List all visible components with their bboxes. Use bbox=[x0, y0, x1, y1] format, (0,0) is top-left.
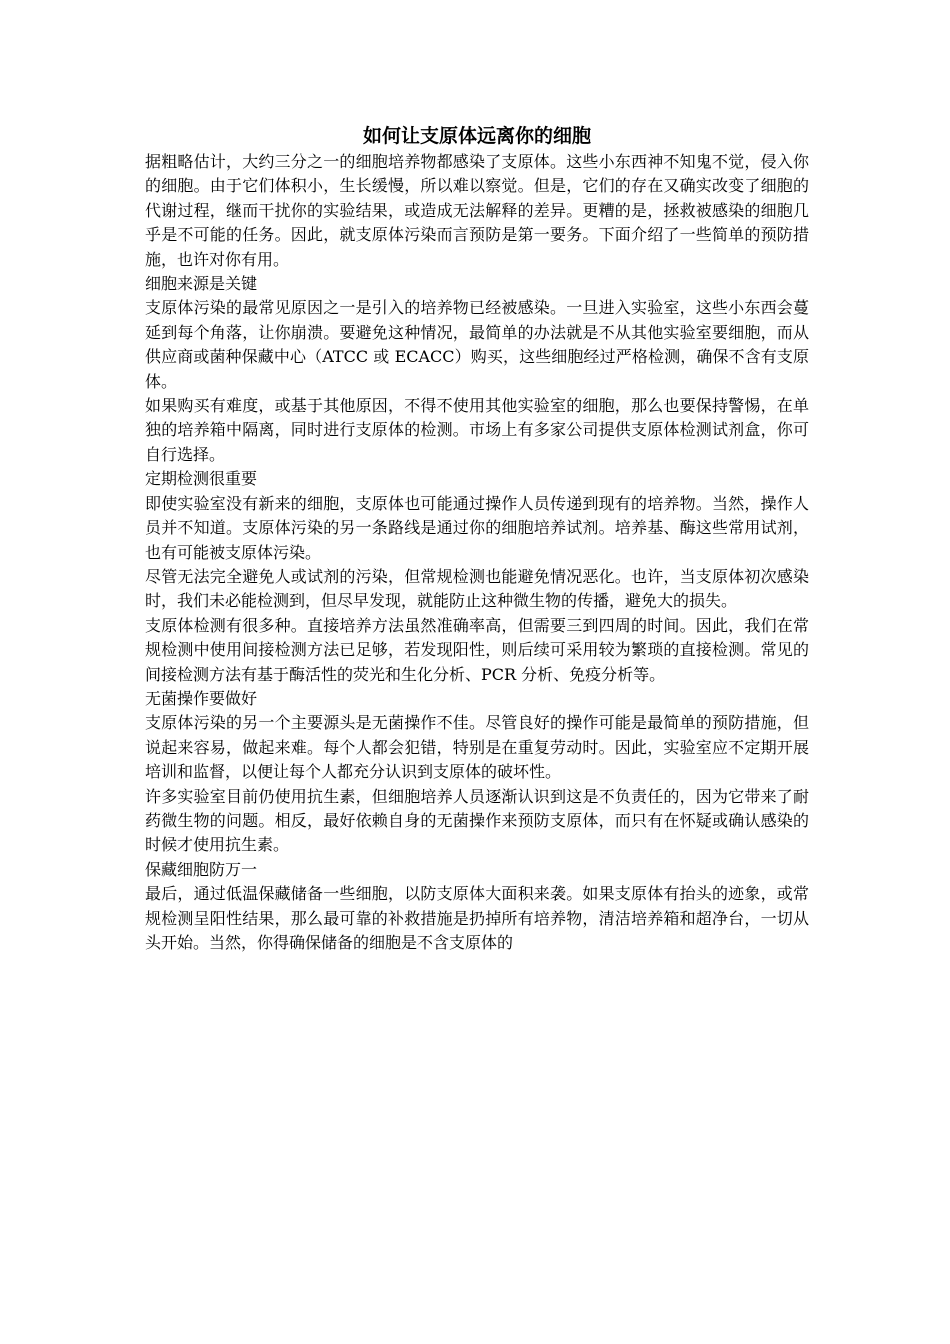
paragraph-cell-source-1: 支原体污染的最常见原因之一是引入的培养物已经被感染。一旦进入实验室，这些小东西会蔓延到每个角落，让你崩溃。要避免这种情况，最简单的办法就是不从其他实验室要细胞，而从供应商或菌种保藏中心（ATCC 或 ECACC）购买，这些细胞经过严格检测，确保不含有支原体。 bbox=[145, 298, 809, 391]
document-page bbox=[145, 122, 809, 955]
document-body bbox=[145, 150, 809, 955]
paragraph-aseptic-1: 支原体污染的另一个主要源头是无菌操作不佳。尽管良好的操作可能是最简单的预防措施，但说起来容易，做起来难。每个人都会犯错，特别是在重复劳动时。因此，实验室应不定期开展培训和监督，以便让每个人都充分认识到支原体的破坏性。 bbox=[145, 713, 809, 782]
section-heading-preservation: 保藏细胞防万一 bbox=[145, 859, 258, 879]
paragraph-regular-testing-1: 即使实验室没有新来的细胞，支原体也可能通过操作人员传递到现有的培养物。当然，操作人员并不知道。支原体污染的另一条路线是通过你的细胞培养试剂。培养基、酶这些常用试剂，也有可能被支原体污染。 bbox=[145, 493, 809, 562]
paragraph-regular-testing-2: 尽管无法完全避免人或试剂的污染，但常规检测也能避免情况恶化。也许，当支原体初次感染时，我们未必能检测到，但尽早发现，就能防止这种微生物的传播，避免大的损失。 bbox=[145, 566, 809, 611]
paragraph-aseptic-2: 许多实验室目前仍使用抗生素，但细胞培养人员逐渐认识到这是不负责任的，因为它带来了耐药微生物的问题。相反，最好依赖自身的无菌操作来预防支原体，而只有在怀疑或确认感染的时候才使用抗生素。 bbox=[145, 786, 809, 855]
intro-paragraph: 据粗略估计，大约三分之一的细胞培养物都感染了支原体。这些小东西神不知鬼不觉，侵入你的细胞。由于它们体积小，生长缓慢，所以难以察觉。但是，它们的存在又确实改变了细胞的代谢过程，继而干扰你的实验结果，或造成无法解释的差异。更糟的是，拯救被感染的细胞几乎是不可能的任务。因此，就支原体污染而言预防是第一要务。下面介绍了一些简单的预防措施，也许对你有用。 bbox=[145, 152, 809, 269]
section-heading-aseptic: 无菌操作要做好 bbox=[145, 688, 258, 708]
paragraph-regular-testing-3: 支原体检测有很多种。直接培养方法虽然准确率高，但需要三到四周的时间。因此，我们在常规检测中使用间接检测方法已足够，若发现阳性，则后续可采用较为繁琐的直接检测。常见的间接检测方法有基于酶活性的荧光和生化分析、PCR 分析、免疫分析等。 bbox=[145, 615, 809, 684]
section-heading-cell-source: 细胞来源是关键 bbox=[145, 274, 258, 294]
paragraph-cell-source-2: 如果购买有难度，或基于其他原因，不得不使用其他实验室的细胞，那么也要保持警惕，在单独的培养箱中隔离，同时进行支原体的检测。市场上有多家公司提供支原体检测试剂盒，你可自行选择。 bbox=[145, 396, 809, 464]
paragraph-preservation-1: 最后，通过低温保藏储备一些细胞，以防支原体大面积来袭。如果支原体有抬头的迹象，或常规检测呈阳性结果，那么最可靠的补救措施是扔掉所有培养物，清洁培养箱和超净台，一切从头开始。当然，你得确保储备的细胞是不含支原体的 bbox=[145, 884, 809, 952]
section-heading-regular-testing: 定期检测很重要 bbox=[145, 469, 258, 489]
document-title: 如何让支原体远离你的细胞 bbox=[362, 125, 591, 147]
